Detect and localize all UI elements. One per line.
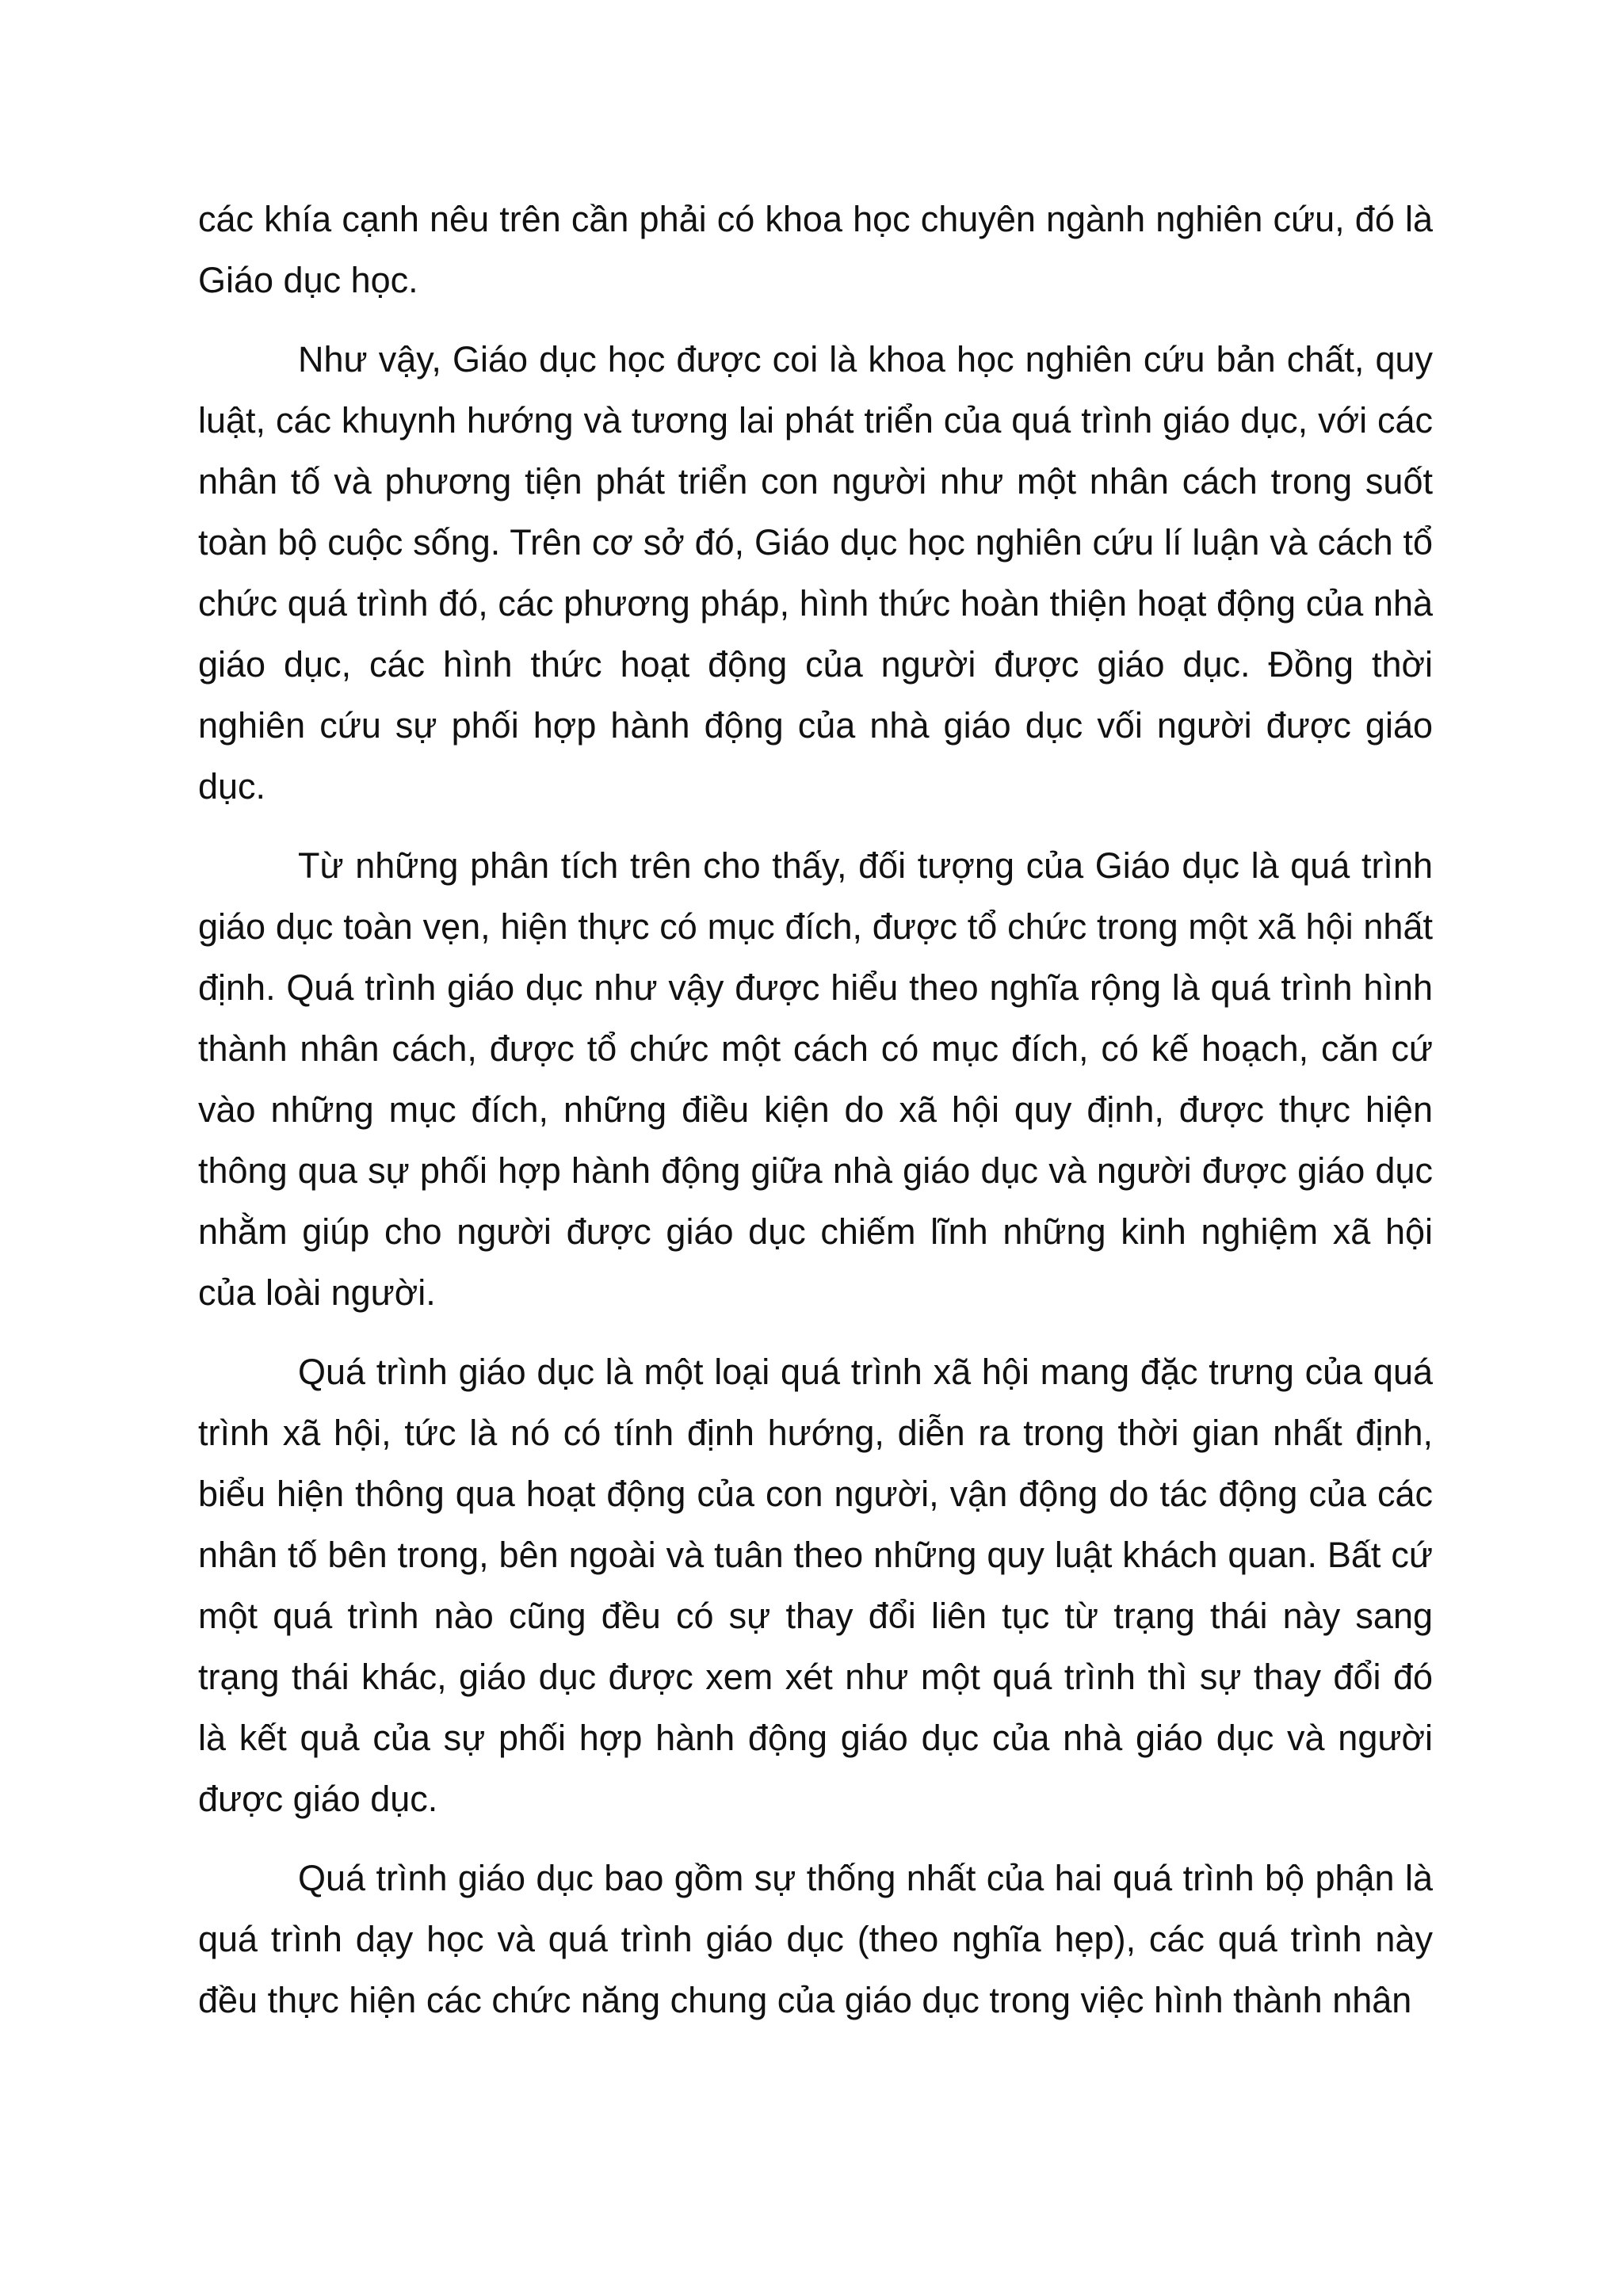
paragraph-social-process: Quá trình giáo dục là một loại quá trình xã hội mang đặc trưng của quá trình xã hội, tức là nó có tính định hướng, diễn ra trong thời gian nhất định, biểu hiện thông qua hoạt động của con người, vận động do tác động của các nhân tố bên trong, bên ngoài và tuân theo những quy luật khách quan. Bất cứ một quá trình nào cũng đều có sự thay đổi liên tục từ trạng thái này sang trạng thái khác, giáo dục được xem xét như một quá trình thì sự thay đổi đó là kết quả của sự phối hợp hành động giáo dục của nhà giáo dục và người được giáo dục. [198, 1352, 1433, 1819]
paragraph-continuation: các khía cạnh nêu trên cần phải có khoa học chuyên ngành nghiên cứu, đó là Giáo dục học. [198, 199, 1433, 300]
body-text [198, 189, 1433, 2031]
paragraph-definition: Như vậy, Giáo dục học được coi là khoa học nghiên cứu bản chất, quy luật, các khuynh hướng và tương lai phát triển của quá trình giáo dục, với các nhân tố và phương tiện phát triển con người như một nhân cách trong suốt toàn bộ cuộc sống. Trên cơ sở đó, Giáo dục học nghiên cứu lí luận và cách tổ chức quá trình đó, các phương pháp, hình thức hoàn thiện hoạt động của nhà giáo dục, các hình thức hoạt động của người được giáo dục. Đồng thời nghiên cứu sự phối hợp hành động của nhà giáo dục vối người được giáo dục. [198, 339, 1433, 807]
paragraph-components: Quá trình giáo dục bao gồm sự thống nhất của hai quá trình bộ phận là quá trình dạy học và quá trình giáo dục (theo nghĩa hẹp), các quá trình này đều thực hiện các chức năng chung của giáo dục trong việc hình thành nhân [198, 1858, 1433, 2020]
paragraph-object-of-study: Từ những phân tích trên cho thấy, đối tượng của Giáo dục là quá trình giáo dục toàn vẹn, hiện thực có mục đích, được tổ chức trong một xã hội nhất định. Quá trình giáo dục như vậy được hiểu theo nghĩa rộng là quá trình hình thành nhân cách, được tổ chức một cách có mục đích, có kế hoạch, căn cứ vào những mục đích, những điều kiện do xã hội quy định, được thực hiện thông qua sự phối hợp hành động giữa nhà giáo dục và người được giáo dục nhằm giúp cho người được giáo dục chiếm lĩnh những kinh nghiệm xã hội của loài người. [198, 845, 1433, 1313]
